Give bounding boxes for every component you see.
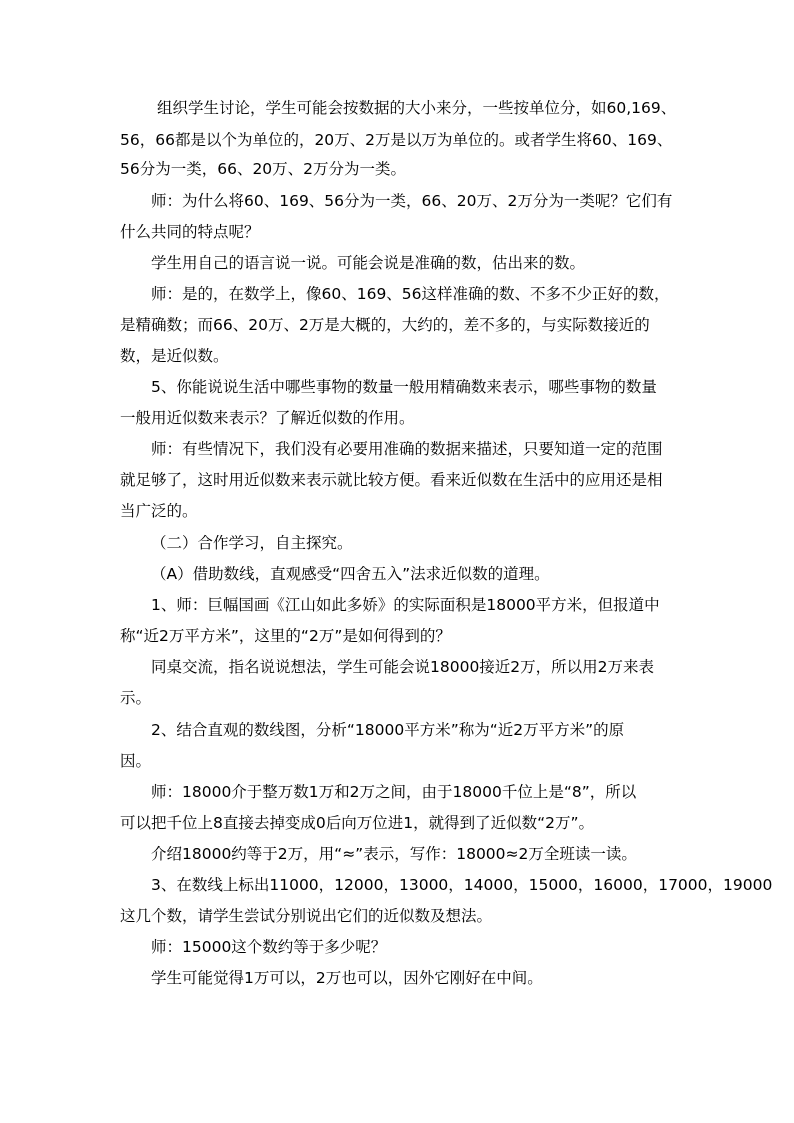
paragraph-line: 数，是近似数。 [120, 347, 229, 365]
paragraph-line: 师：15000这个数约等于多少呢？ [151, 938, 387, 956]
paragraph-line: 什么共同的特点呢？ [120, 223, 260, 241]
paragraph-line: 示。 [120, 689, 152, 707]
paragraph-line: 当广泛的。 [120, 502, 198, 520]
paragraph-line: 组织学生讨论，学生可能会按数据的大小来分，一些按单位分，如60,169、 [157, 99, 677, 117]
paragraph-line: 称“近2万平方米”，这里的“2万”是如何得到的？ [120, 627, 451, 645]
paragraph-line: 师：有些情况下，我们没有必要用准确的数据来描述，只要知道一定的范围 [151, 440, 663, 458]
paragraph-line: 因。 [120, 752, 152, 770]
subsection-heading: （A）借助数线，直观感受“四舍五入”法求近似数的道理。 [151, 565, 550, 583]
paragraph-line: 3、在数线上标出11000，12000，13000，14000，15000，16000，17000，19000 [151, 876, 773, 894]
paragraph-line: 可以把千位上8直接去掉变成0后向万位进1，就得到了近似数“2万”。 [120, 814, 595, 832]
section-heading: （二）合作学习，自主探究。 [151, 534, 353, 552]
paragraph-line: 5、你能说说生活中哪些事物的数量一般用精确数来表示，哪些事物的数量 [151, 378, 657, 396]
paragraph-line: 同桌交流，指名说说想法，学生可能会说18000接近2万，所以用2万来表 [151, 658, 655, 676]
paragraph-line: 1、师：巨幅国画《江山如此多娇》的实际面积是18000平方米，但报道中 [151, 596, 660, 614]
paragraph-line: 师：18000介于整万数1万和2万之间，由于18000千位上是“8”，所以 [151, 783, 637, 801]
paragraph-line: 师：是的，在数学上，像60、169、56这样准确的数、不多不少正好的数， [151, 285, 670, 303]
paragraph-line: 介绍18000约等于2万，用“≈”表示，写作：18000≈2万全班读一读。 [151, 845, 637, 863]
paragraph-line: 56分为一类，66、20万、2万分为一类。 [120, 160, 407, 178]
paragraph-line: 学生可能觉得1万可以，2万也可以，因外它刚好在中间。 [151, 969, 543, 987]
paragraph-line: 这几个数，请学生尝试分别说出它们的近似数及想法。 [120, 907, 493, 925]
paragraph-line: 学生用自己的语言说一说。可能会说是准确的数，估出来的数。 [151, 254, 586, 272]
paragraph-line: 一般用近似数来表示？了解近似数的作用。 [120, 409, 415, 427]
paragraph-line: 就足够了，这时用近似数来表示就比较方便。看来近似数在生活中的应用还是相 [120, 471, 663, 489]
paragraph-line: 56，66都是以个为单位的，20万、2万是以万为单位的。或者学生将60、169、 [120, 131, 673, 149]
paragraph-line: 2、结合直观的数线图，分析“18000平方米”称为“近2万平方米”的原 [151, 721, 625, 739]
paragraph-line: 师：为什么将60、169、56分为一类，66、20万、2万分为一类呢？它们有 [151, 192, 673, 210]
paragraph-line: 是精确数；而66、20万、2万是大概的，大约的，差不多的，与实际数接近的 [120, 316, 650, 334]
